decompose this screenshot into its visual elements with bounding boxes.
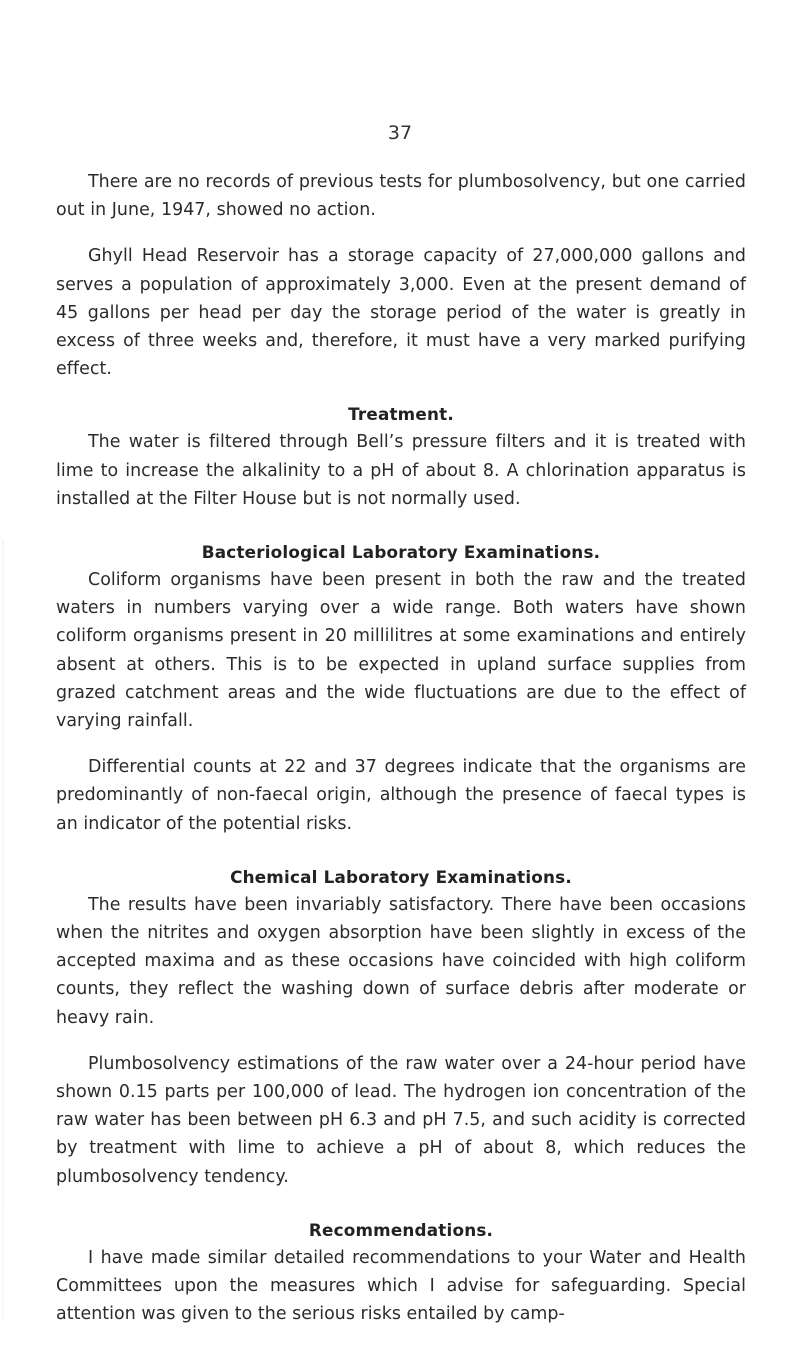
paragraph-treatment: The water is filtered through Bell’s pressure filters and it is treated with lime to increase the alkalinity to a pH of about 8. A chlorination apparatus is installed at the Filter House but is not normally used. (56, 432, 746, 509)
paragraph-coliform: Coliform organisms have been present in both the raw and the treated waters in numbers varying over a wide range. Both waters have shown coliform organisms present in 20 millilitres at some examinations and entirely absent at others. This is to be expected in upland surface supplies from grazed catchment areas and the wide fluctuations are due to the effect of varying rainfall. (56, 570, 746, 732)
page-body (56, 168, 746, 1347)
paragraph-plumbosolvency: Plumbosolvency estimations of the raw water over a 24-hour period have shown 0.15 parts per 100,000 of lead. The hydrogen ion concentration of the raw water has been between pH 6.3 and pH 7.5, and such acidity is corrected by treatment with lime to achieve a pH of about 8, which reduces the plumbosolvency tendency. (56, 1053, 746, 1187)
heading-bacteriological: Bacteriological Laboratory Examinations. (201, 542, 601, 563)
paragraph-differential-counts: Differential counts at 22 and 37 degrees indicate that the organisms are predominantly of non-faecal origin, although the presence of faecal types is an indicator of the potential risks. (56, 757, 746, 834)
heading-recommendations: Recommendations. (308, 1219, 494, 1240)
heading-treatment: Treatment. (348, 404, 454, 425)
paragraph-reservoir-capacity: Ghyll Head Reservoir has a storage capacity of 27,000,000 gallons and serves a population of approximately 3,000. Even at the present demand of 45 gallons per head per day the storage period of the water is greatly in excess of three weeks and, therefore, it must have a very marked purifying effect. (56, 246, 746, 380)
scan-margin-shadow (2, 540, 4, 1320)
paragraph-chemical-results: The results have been invariably satisfactory. There have been occasions when the nitrites and oxygen absorption have been slightly in excess of the accepted maxima and as these occasions have coincided with high coliform counts, they reflect the washing down of surface debris after moderate or heavy rain. (56, 894, 746, 1028)
paragraph-recommendations: I have made similar detailed recommendations to your Water and Health Committees upon the measures which I advise for safeguarding. Special attention was given to the serious risks entailed by camp- (56, 1247, 746, 1325)
paragraph-previous-tests: There are no records of previous tests for plumbosolvency, but one carried out in June, 1947, showed no action. (56, 172, 746, 221)
heading-chemical: Chemical Laboratory Examinations. (230, 866, 572, 887)
page-number: 37 (387, 122, 413, 144)
